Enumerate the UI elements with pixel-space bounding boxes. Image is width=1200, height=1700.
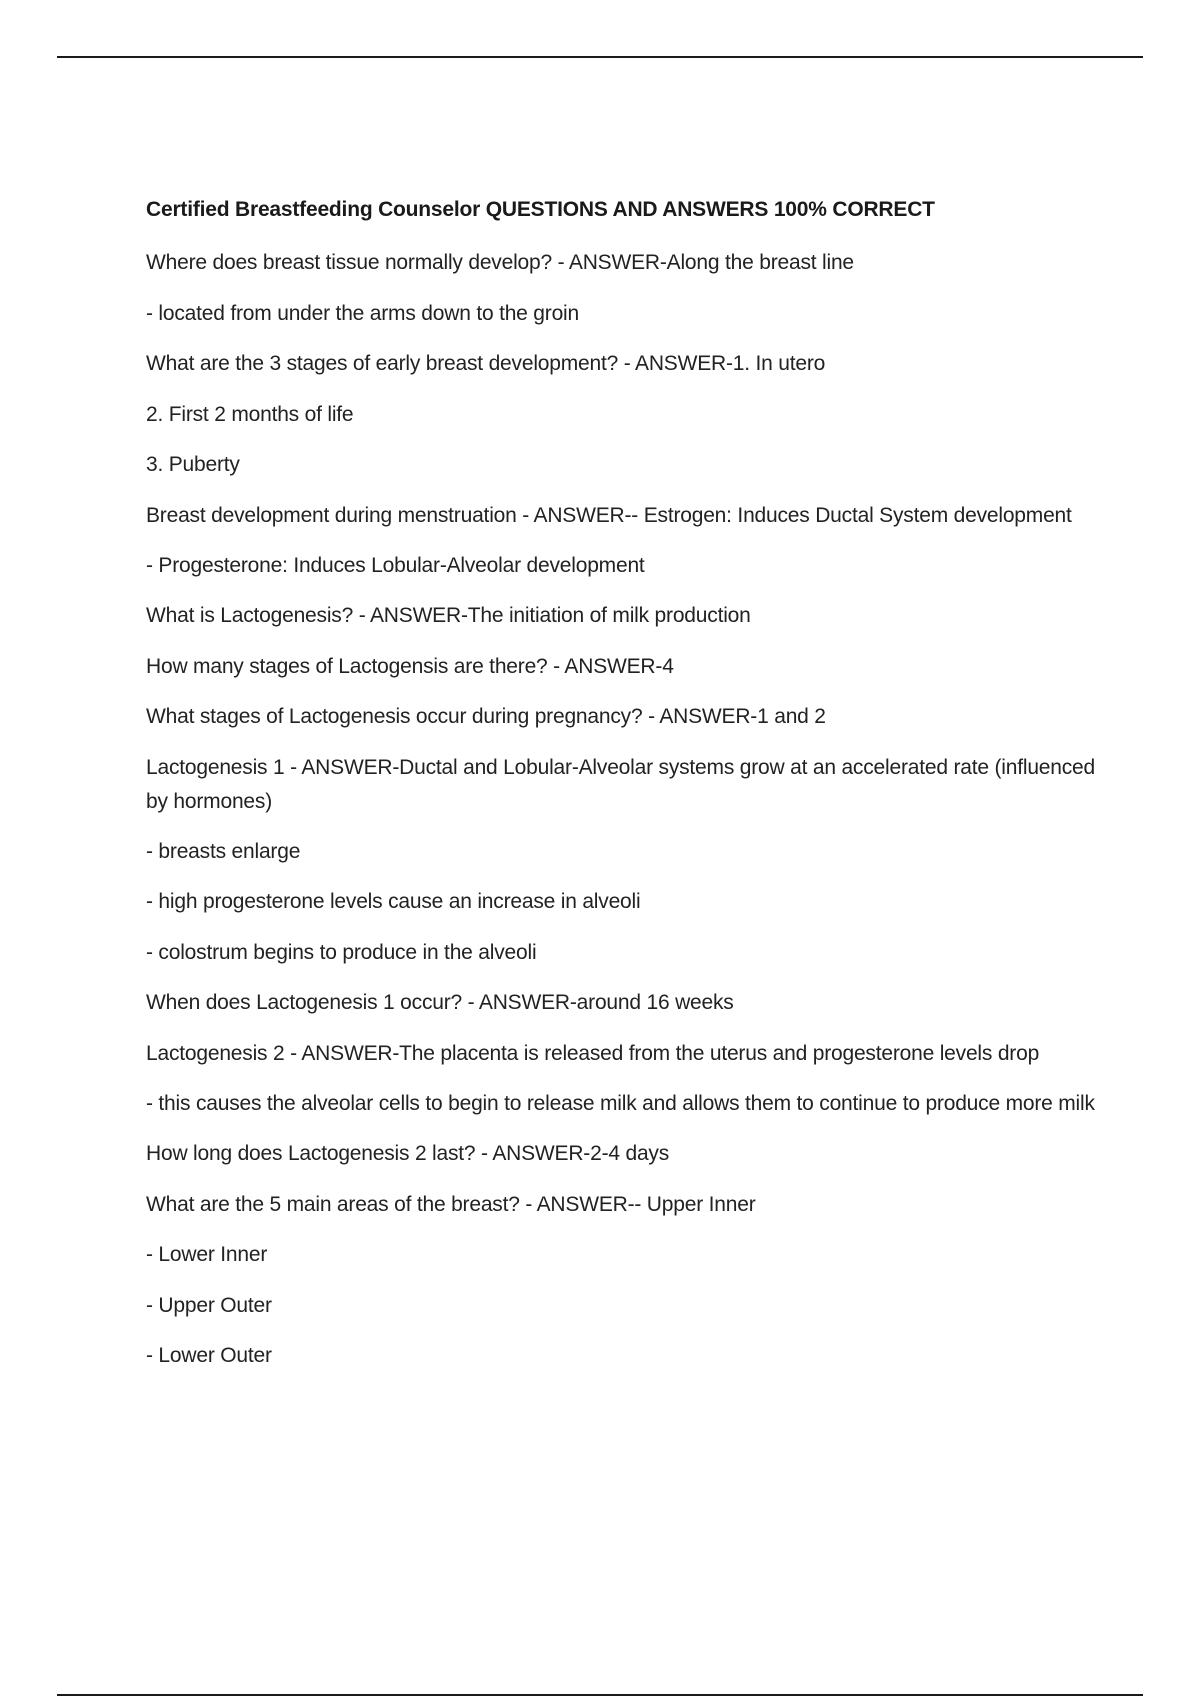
paragraph: Lactogenesis 1 - ANSWER-Ductal and Lobular-Alveolar systems grow at an accelerated rate (influenced by hormones) — [146, 755, 1096, 813]
paragraph: - Lower Outer — [146, 1344, 272, 1367]
paragraph: How long does Lactogenesis 2 last? - ANSWER-2-4 days — [146, 1142, 670, 1165]
paragraph: - breasts enlarge — [146, 839, 301, 863]
paragraph: 2. First 2 months of life — [146, 402, 354, 426]
paragraph: - colostrum begins to produce in the alveoli — [146, 940, 537, 964]
paragraph: - Lower Inner — [146, 1243, 268, 1266]
paragraph: - Upper Outer — [146, 1293, 272, 1317]
paragraph: - located from under the arms down to the groin — [146, 301, 579, 325]
paragraph: How many stages of Lactogensis are there? - ANSWER-4 — [146, 654, 674, 678]
paragraph: Where does breast tissue normally develop? - ANSWER-Along the breast line — [146, 251, 854, 274]
paragraph: - high progesterone levels cause an increase in alveoli — [146, 890, 641, 913]
document-title: Certified Breastfeeding Counselor QUESTIONS AND ANSWERS 100% CORRECT — [146, 198, 935, 221]
paragraph: What are the 3 stages of early breast development? - ANSWER-1. In utero — [146, 352, 826, 375]
paragraph: Breast development during menstruation - ANSWER-- Estrogen: Induces Ductal System development — [146, 503, 1072, 527]
paragraph: What are the 5 main areas of the breast? - ANSWER-- Upper Inner — [146, 1192, 756, 1216]
paragraph: - this causes the alveolar cells to begin to release milk and allows them to continue to produce more milk — [146, 1092, 1095, 1115]
paragraph: When does Lactogenesis 1 occur? - ANSWER-around 16 weeks — [146, 991, 734, 1014]
paragraph: What stages of Lactogenesis occur during pregnancy? - ANSWER-1 and 2 — [146, 705, 826, 728]
footer-rule — [57, 1694, 1143, 1696]
header-rule — [57, 56, 1143, 58]
paragraph: 3. Puberty — [146, 453, 240, 476]
document-body — [146, 196, 1096, 1390]
paragraph: - Progesterone: Induces Lobular-Alveolar development — [146, 553, 645, 577]
paragraph: What is Lactogenesis? - ANSWER-The initiation of milk production — [146, 604, 751, 627]
paragraph: Lactogenesis 2 - ANSWER-The placenta is released from the uterus and progesterone levels drop — [146, 1041, 1040, 1065]
